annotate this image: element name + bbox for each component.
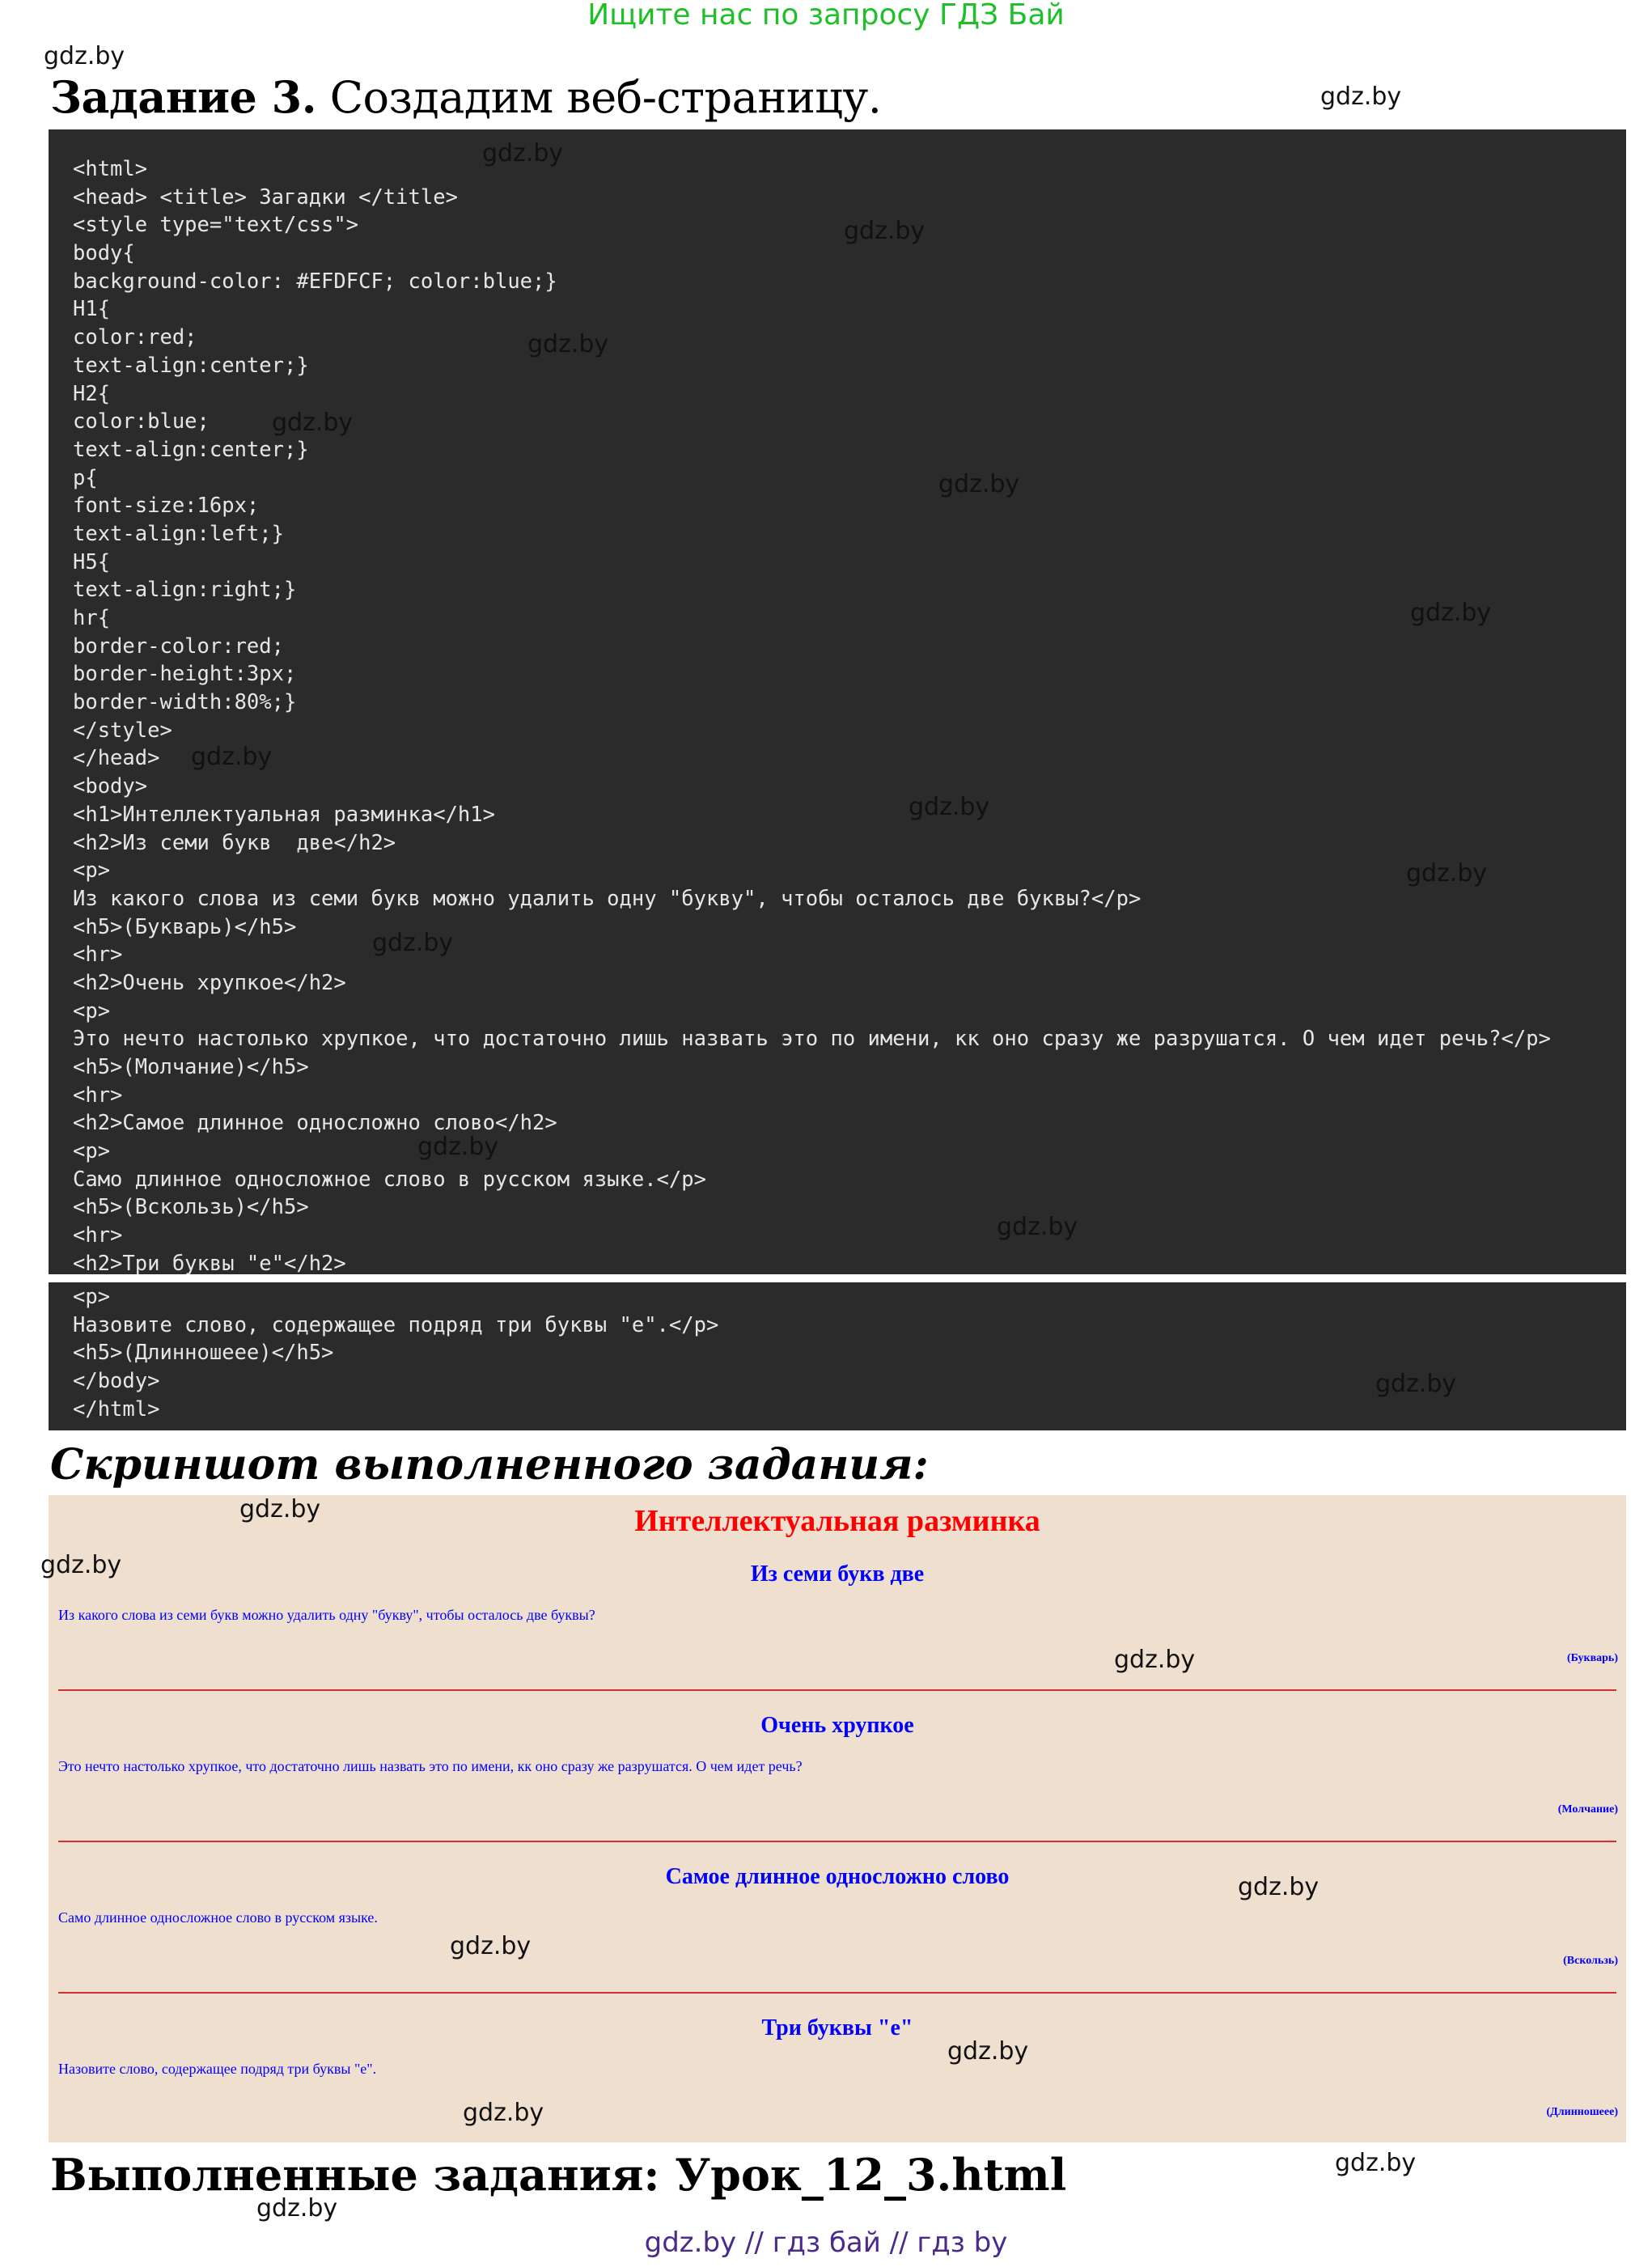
code-line: color:red; [73, 325, 197, 350]
code-line: Само длинное односложное слово в русском языке.</p> [73, 1167, 706, 1192]
code-line: <p> [73, 858, 111, 883]
code-line: <h2>Самое длинное односложно слово</h2> [73, 1111, 557, 1136]
code-line: </head> [73, 746, 160, 771]
rendered-hr [58, 1689, 1616, 1691]
rendered-h2: Очень хрупкое [760, 1713, 914, 1738]
watermark: gdz.by [997, 1213, 1078, 1241]
watermark: gdz.by [44, 42, 125, 70]
code-line: hr{ [73, 606, 111, 630]
code-line: border-color:red; [73, 633, 284, 659]
code-line: <style type="text/css"> [73, 213, 359, 238]
rendered-h2: Три буквы "е" [761, 2015, 913, 2040]
watermark: gdz.by [372, 929, 454, 957]
code-line: text-align:left;} [73, 521, 284, 546]
code-line: <hr> [73, 1083, 123, 1108]
code-line: H5{ [73, 549, 111, 574]
code-line: <html> [73, 157, 148, 181]
code-line: p{ [73, 465, 98, 490]
code-block-part-2 [49, 1282, 1626, 1430]
code-line: <h2>Три буквы "е"</h2> [73, 1251, 346, 1274]
rendered-h2: Из семи букв две [750, 1561, 925, 1587]
completed-tasks-title: Выполненные задания: Урок_12_3.html [50, 2149, 1067, 2201]
watermark: gdz.by [1114, 1646, 1196, 1674]
watermark: gdz.by [909, 793, 990, 821]
code-line: <h2>Из семи букв две</h2> [73, 830, 396, 855]
rendered-h5: (Букварь) [1566, 1652, 1618, 1664]
code-line: color:blue; [73, 409, 210, 434]
watermark: gdz.by [1335, 2149, 1417, 2177]
code-line: H1{ [73, 297, 111, 322]
code-line: H2{ [73, 381, 111, 406]
task-title: Создадим веб-страницу. [316, 72, 882, 123]
code-line: background-color: #EFDFCF; color:blue;} [73, 269, 557, 294]
promo-banner[interactable]: Ищите нас по запросу ГДЗ Бай [587, 0, 1065, 32]
watermark: gdz.by [417, 1133, 499, 1161]
code-line: </style> [73, 718, 172, 743]
rendered-paragraph: Назовите слово, содержащее подряд три буквы "е". [58, 2061, 377, 2077]
code-line: </body> [73, 1369, 160, 1394]
code-line: border-height:3px; [73, 662, 297, 687]
watermark: gdz.by [1406, 859, 1488, 888]
code-line: font-size:16px; [73, 494, 260, 519]
rendered-page-screenshot [49, 1495, 1626, 2142]
watermark: gdz.by [463, 2099, 544, 2127]
code-line: border-width:80%;} [73, 690, 297, 715]
rendered-hr [58, 1992, 1616, 1994]
code-line: Это нечто настолько хрупкое, что достаточно лишь назвать это по имени, кк оно сразу же разрушатся. О чем идет речь?</p> [73, 1027, 1551, 1052]
code-line: <h5>(Вскользь)</h5> [73, 1195, 309, 1220]
code-line: <body> [73, 774, 148, 799]
rendered-paragraph: Из какого слова из семи букв можно удалить одну "букву", чтобы осталось две буквы? [58, 1607, 595, 1623]
code-line: </html> [73, 1396, 160, 1422]
watermark: gdz.by [256, 2194, 338, 2223]
code-line: <h5>(Молчание)</h5> [73, 1055, 309, 1079]
watermark: gdz.by [239, 1495, 321, 1523]
code-line: body{ [73, 241, 135, 266]
watermark: gdz.by [1238, 1873, 1319, 1901]
watermark: gdz.by [527, 330, 609, 358]
code-line: text-align:center;} [73, 437, 309, 462]
watermark: gdz.by [482, 139, 564, 167]
code-line: <p> [73, 1139, 111, 1164]
rendered-paragraph: Само длинное односложное слово в русском языке. [58, 1909, 378, 1926]
watermark: gdz.by [191, 743, 273, 771]
watermark: gdz.by [1375, 1370, 1457, 1398]
task-heading [50, 71, 881, 123]
code-line: <head> <title> Загадки </title> [73, 184, 458, 210]
rendered-h1: Интеллектуальная разминка [634, 1504, 1040, 1538]
code-line: <p> [73, 998, 111, 1023]
rendered-h5: (Вскользь) [1563, 1955, 1618, 1967]
rendered-h5: (Молчание) [1557, 1803, 1618, 1816]
rendered-h2: Самое длинное односложно слово [665, 1864, 1010, 1889]
watermark: gdz.by [938, 470, 1020, 498]
watermark: gdz.by [40, 1551, 122, 1579]
watermark: gdz.by [1320, 83, 1402, 111]
watermark: gdz.by [450, 1932, 532, 1960]
code-line: Назовите слово, содержащее подряд три буквы "е".</p> [73, 1312, 719, 1337]
code-line: <hr> [73, 943, 123, 968]
code-line: text-align:center;} [73, 353, 309, 378]
watermark: gdz.by [844, 217, 926, 245]
bottom-links[interactable]: gdz.by // гдз бай // гдз by [644, 2227, 1008, 2259]
code-line: <h5>(Длинношеее)</h5> [73, 1341, 334, 1366]
watermark: gdz.by [272, 409, 354, 437]
watermark: gdz.by [1410, 599, 1492, 627]
rendered-paragraph: Это нечто настолько хрупкое, что достаточно лишь назвать это по имени, кк оно сразу же разрушатся. О чем идет речь? [58, 1758, 803, 1774]
code-line: <h2>Очень хрупкое</h2> [73, 970, 346, 995]
rendered-h5: (Длинношеее) [1546, 2106, 1618, 2118]
code-block-part-1 [49, 129, 1626, 1274]
watermark: gdz.by [947, 2037, 1029, 2066]
code-line: <p> [73, 1285, 111, 1309]
rendered-hr [58, 1841, 1616, 1842]
task-label: Задание 3. [50, 71, 317, 123]
code-line: <hr> [73, 1223, 123, 1248]
code-line: <h5>(Букварь)</h5> [73, 914, 297, 939]
screenshot-heading: Скриншот выполненного задания: [50, 1440, 929, 1489]
code-line: text-align:right;} [73, 578, 297, 603]
code-line: <h1>Интеллектуальная разминка</h1> [73, 802, 495, 827]
code-line: Из какого слова из семи букв можно удалить одну "букву", чтобы осталось две буквы?</p> [73, 886, 1142, 911]
